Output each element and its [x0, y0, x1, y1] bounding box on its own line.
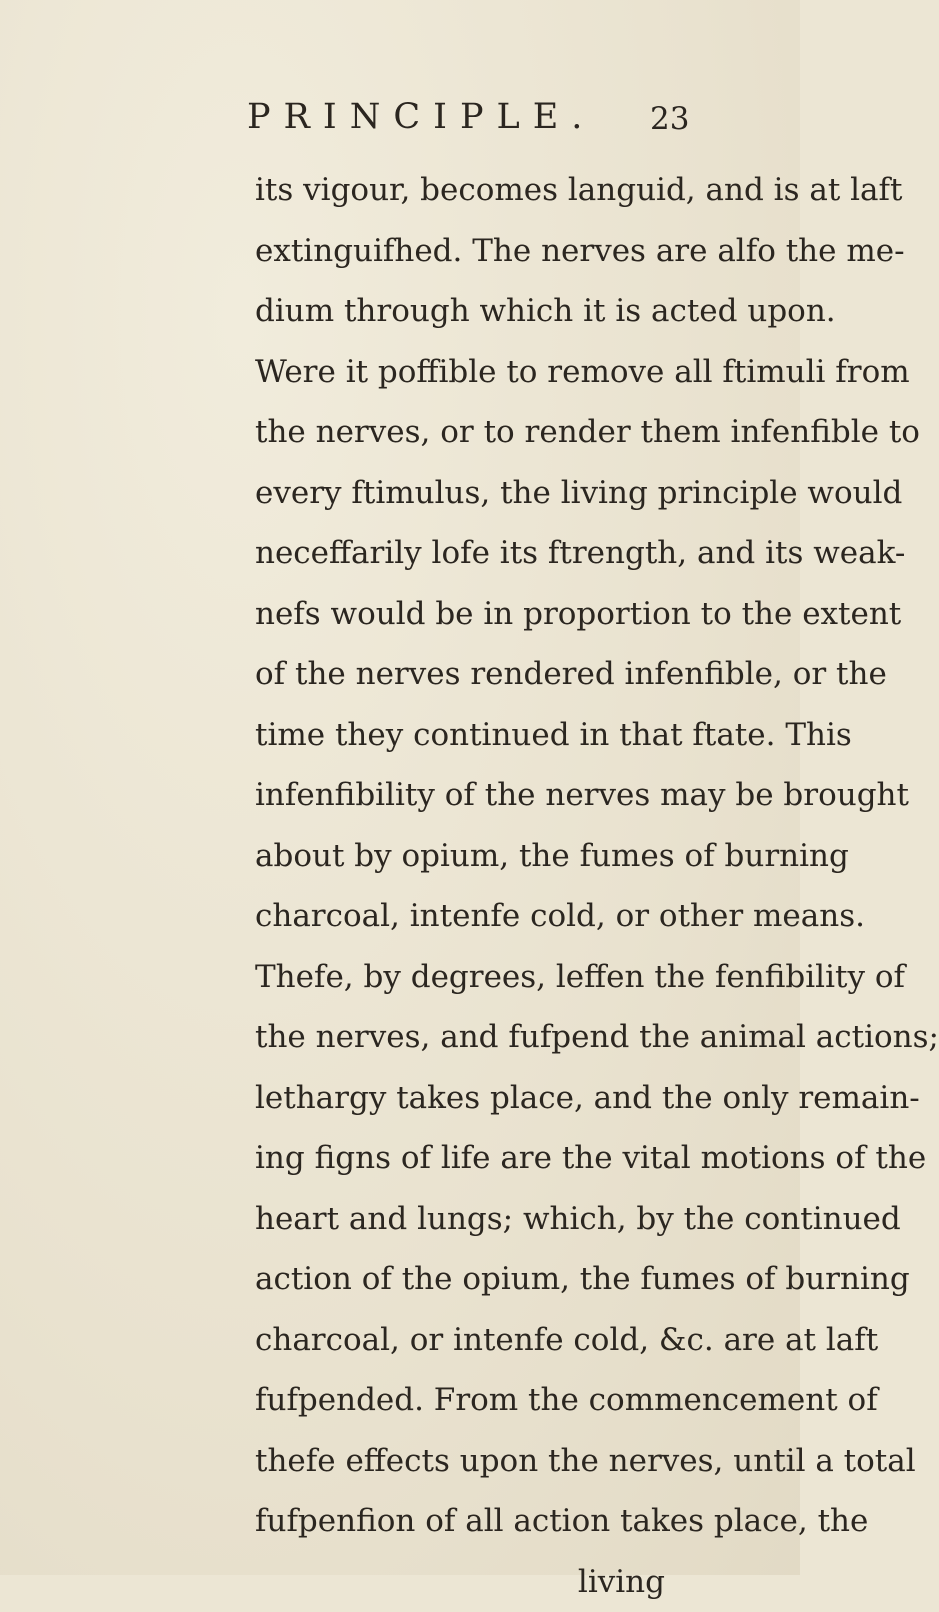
text-line: time they continued in that ftate. This — [255, 705, 775, 766]
text-line: its vigour, becomes languid, and is at laft — [255, 160, 775, 221]
text-line: infenfibility of the nerves may be brought — [255, 765, 775, 826]
text-line: neceffarily lofe its ftrength, and its weak- — [255, 523, 775, 584]
text-line: heart and lungs; which, by the continued — [255, 1189, 775, 1250]
text-line: fufpenfion of all action takes place, the — [255, 1491, 775, 1552]
text-line: Were it poffible to remove all ftimuli from — [255, 342, 775, 403]
running-head — [0, 92, 800, 142]
text-line: thefe effects upon the nerves, until a total — [255, 1431, 775, 1492]
catchword: living — [255, 1552, 775, 1612]
text-line: dium through which it is acted upon. — [255, 281, 775, 342]
text-line: every ftimulus, the living principle would — [255, 463, 775, 524]
text-line: Thefe, by degrees, leffen the fenfibility of — [255, 947, 775, 1008]
text-line: the nerves, or to render them infenfible to — [255, 402, 775, 463]
text-line: extinguifhed. The nerves are alfo the me- — [255, 221, 775, 282]
text-line: of the nerves rendered infenfible, or the — [255, 644, 775, 705]
running-title: PRINCIPLE. — [247, 92, 595, 142]
text-line: charcoal, or intenfe cold, &c. are at laft — [255, 1310, 775, 1371]
text-line: the nerves, and fufpend the animal actions; — [255, 1007, 775, 1068]
text-line: fufpended. From the commencement of — [255, 1370, 775, 1431]
text-line: about by opium, the fumes of burning — [255, 826, 775, 887]
text-line: ing figns of life are the vital motions of the — [255, 1128, 775, 1189]
text-line: lethargy takes place, and the only remain- — [255, 1068, 775, 1129]
body-text — [255, 160, 775, 1612]
text-line: action of the opium, the fumes of burning — [255, 1249, 775, 1310]
text-line: nefs would be in proportion to the extent — [255, 584, 775, 645]
page-number: 23 — [650, 94, 689, 144]
text-line: charcoal, intenfe cold, or other means. — [255, 886, 775, 947]
